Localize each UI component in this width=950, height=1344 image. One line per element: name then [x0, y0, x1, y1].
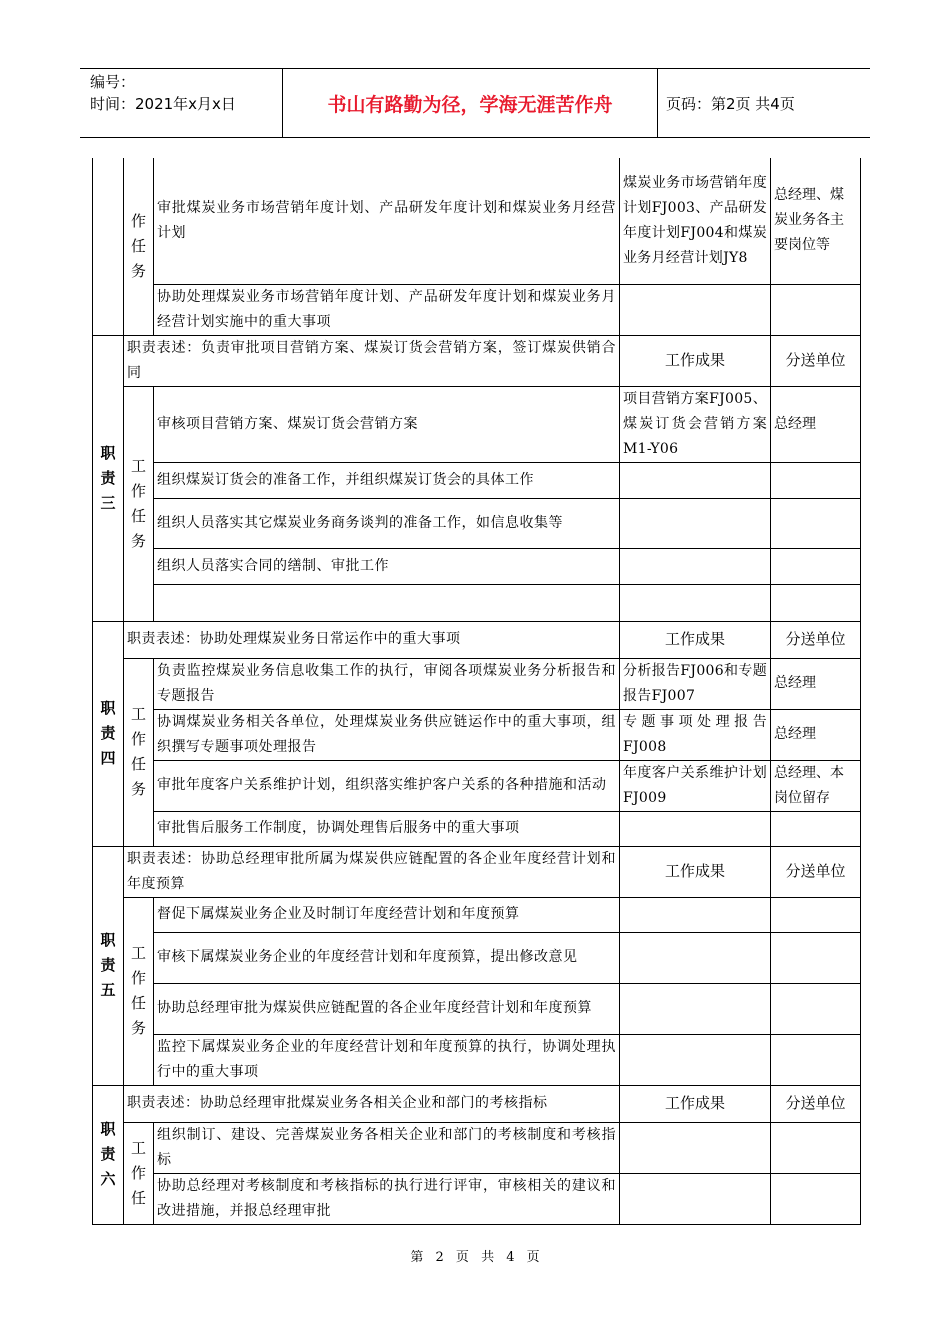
send-to-unit: [771, 897, 861, 932]
table-row: [93, 658, 861, 709]
header-page-info: 页码：第2页 共4页: [666, 94, 795, 113]
table-row: [93, 1173, 861, 1224]
task-text: 协助总经理对考核制度和考核指标的执行进行评审，审核相关的建议和改进措施，并报总经理审批: [154, 1173, 620, 1224]
task-text: 督促下属煤炭业务企业及时制订年度经营计划和年度预算: [154, 897, 620, 932]
document-number-label: 编号：: [90, 73, 136, 91]
send-to-unit: 总经理: [771, 386, 861, 462]
task-text: [154, 584, 620, 621]
footer-text: 共: [481, 1250, 495, 1265]
task-text: 组织人员落实其它煤炭业务商务谈判的准备工作，如信息收集等: [154, 498, 620, 548]
duty-title: 职 责 四: [93, 621, 124, 846]
task-text: 审批售后服务工作制度，协调处理售后服务中的重大事项: [154, 811, 620, 846]
footer-text: 第: [410, 1250, 424, 1265]
work-result: [620, 1173, 771, 1224]
table-row: [93, 932, 861, 983]
table-row: [93, 1122, 861, 1173]
send-to-unit: [771, 1173, 861, 1224]
work-result: [620, 1034, 771, 1085]
work-result-header: 工作成果: [620, 335, 771, 386]
task-text: 审批年度客户关系维护计划，组织落实维护客户关系的各种措施和活动: [154, 760, 620, 811]
task-text: 审核下属煤炭业务企业的年度经营计划和年度预算，提出修改意见: [154, 932, 620, 983]
table-row: [93, 462, 861, 498]
table-row: [93, 584, 861, 621]
table-row: [93, 709, 861, 760]
send-to-unit: 总经理: [771, 709, 861, 760]
footer-page-total: 4: [506, 1250, 515, 1265]
task-text: 协助总经理审批为煤炭供应链配置的各企业年度经营计划和年度预算: [154, 983, 620, 1034]
task-group-label: 工 作 任 务: [124, 658, 154, 846]
table-row: [93, 386, 861, 462]
duty-table: [92, 158, 861, 1225]
duty-label-cell: [93, 158, 124, 335]
task-group-label: 作 任 务: [124, 158, 154, 335]
duty-statement: 职责表述：协助处理煤炭业务日常运作中的重大事项: [124, 621, 620, 658]
duty-statement-row: [93, 846, 861, 897]
task-group-label: 工 作 任: [124, 1122, 154, 1224]
send-to-unit: [771, 1122, 861, 1173]
send-to-unit: [771, 548, 861, 584]
work-result: [620, 897, 771, 932]
footer-page-number: 2: [435, 1250, 444, 1265]
task-text: 负责监控煤炭业务信息收集工作的执行，审阅各项煤炭业务分析报告和专题报告: [154, 658, 620, 709]
table-row: [93, 1034, 861, 1085]
work-result: 项目营销方案FJ005、煤炭订货会营销方案M1-Y06: [620, 386, 771, 462]
send-to-unit: 总经理、煤炭业务各主要岗位等: [771, 158, 861, 284]
send-to-unit: [771, 932, 861, 983]
task-text: 协助处理煤炭业务市场营销年度计划、产品研发年度计划和煤炭业务月经营计划实施中的重大事项: [154, 284, 620, 335]
send-to-header: 分送单位: [771, 621, 861, 658]
task-text: 协调煤炭业务相关各单位，处理煤炭业务供应链运作中的重大事项，组织撰写专题事项处理报告: [154, 709, 620, 760]
footer-text: 页: [526, 1250, 540, 1265]
table-row: [93, 284, 861, 335]
send-to-unit: [771, 1034, 861, 1085]
send-to-unit: 总经理: [771, 658, 861, 709]
work-result: [620, 1122, 771, 1173]
table-row: [93, 760, 861, 811]
duty-statement: 职责表述：协助总经理审批煤炭业务各相关企业和部门的考核指标: [124, 1085, 620, 1122]
send-to-header: 分送单位: [771, 846, 861, 897]
header-meta: [80, 69, 283, 137]
send-to-unit: 总经理、本岗位留存: [771, 760, 861, 811]
table-row: [93, 158, 861, 284]
table-row: [93, 983, 861, 1034]
work-result: [620, 983, 771, 1034]
work-result: [620, 932, 771, 983]
work-result: 专题事项处理报告FJ008: [620, 709, 771, 760]
send-to-unit: [771, 462, 861, 498]
send-to-header: 分送单位: [771, 335, 861, 386]
work-result: [620, 498, 771, 548]
task-text: 审批煤炭业务市场营销年度计划、产品研发年度计划和煤炭业务月经营计划: [154, 158, 620, 284]
work-result-header: 工作成果: [620, 621, 771, 658]
duty-statement-row: [93, 621, 861, 658]
task-text: 组织制订、建设、完善煤炭业务各相关企业和部门的考核制度和考核指标: [154, 1122, 620, 1173]
page-header: [80, 68, 870, 138]
work-result-header: 工作成果: [620, 1085, 771, 1122]
work-result: 分析报告FJ006和专题报告FJ007: [620, 658, 771, 709]
send-to-unit: [771, 584, 861, 621]
page-footer: [0, 1246, 950, 1265]
send-to-unit: [771, 284, 861, 335]
work-result: [620, 584, 771, 621]
work-result: [620, 462, 771, 498]
send-to-unit: [771, 498, 861, 548]
duty-title: 职 责 三: [93, 335, 124, 621]
send-to-unit: [771, 983, 861, 1034]
work-result: [620, 284, 771, 335]
table-row: [93, 811, 861, 846]
task-text: 审核项目营销方案、煤炭订货会营销方案: [154, 386, 620, 462]
task-group-label: 工 作 任 务: [124, 897, 154, 1085]
duty-statement: 职责表述：负责审批项目营销方案、煤炭订货会营销方案，签订煤炭供销合同: [124, 335, 620, 386]
task-text: 监控下属煤炭业务企业的年度经营计划和年度预算的执行，协调处理执行中的重大事项: [154, 1034, 620, 1085]
footer-text: 页: [455, 1250, 469, 1265]
header-motto: 书山有路勤为径，学海无涯苦作舟: [283, 69, 658, 137]
table-row: [93, 498, 861, 548]
table-row: [93, 548, 861, 584]
task-text: 组织煤炭订货会的准备工作，并组织煤炭订货会的具体工作: [154, 462, 620, 498]
send-to-unit: [771, 811, 861, 846]
send-to-header: 分送单位: [771, 1085, 861, 1122]
work-result: 煤炭业务市场营销年度计划FJ003、产品研发年度计划FJ004和煤炭业务月经营计划JY8: [620, 158, 771, 284]
duty-title: 职 责 五: [93, 846, 124, 1085]
task-group-label: 工 作 任 务: [124, 386, 154, 621]
duty-statement: 职责表述：协助总经理审批所属为煤炭供应链配置的各企业年度经营计划和年度预算: [124, 846, 620, 897]
work-result: [620, 548, 771, 584]
table-row: [93, 897, 861, 932]
duty-statement-row: [93, 1085, 861, 1122]
task-text: 组织人员落实合同的缮制、审批工作: [154, 548, 620, 584]
work-result: [620, 811, 771, 846]
document-time: 时间：2021年x月x日: [90, 95, 236, 113]
work-result: 年度客户关系维护计划FJ009: [620, 760, 771, 811]
duty-title: 职 责 六: [93, 1085, 124, 1224]
duty-statement-row: [93, 335, 861, 386]
work-result-header: 工作成果: [620, 846, 771, 897]
